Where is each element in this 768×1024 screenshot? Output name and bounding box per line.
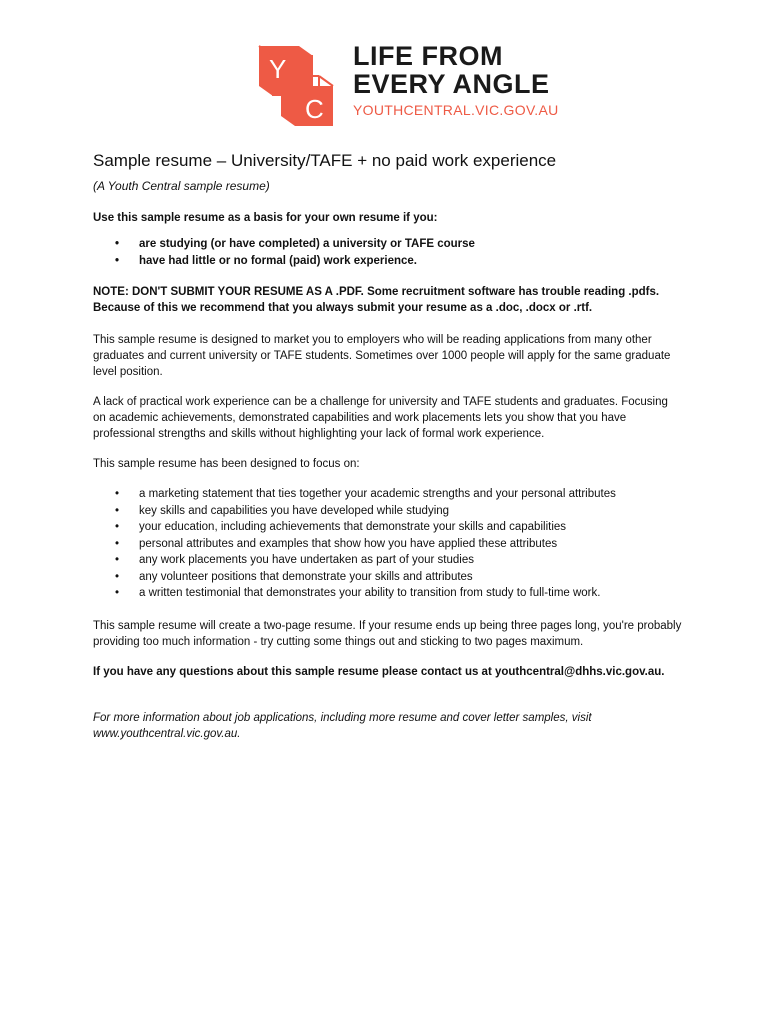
yc-cube-logo-icon [255, 42, 339, 130]
pdf-warning-note: NOTE: DON'T SUBMIT YOUR RESUME AS A .PDF. Some recruitment software has trouble reading .pdfs. Because of this we recommend that you always submit your resume as a .doc, .docx or .rtf. [93, 286, 660, 314]
bullet-icon: • [115, 504, 120, 517]
paragraph-market: This sample resume is designed to market you to employers who will be reading applications from many other graduates and current university or TAFE students. Sometimes over 1000 people will apply for the same graduate level position. [93, 334, 671, 378]
bullet-icon: • [115, 254, 120, 267]
bullet-icon: • [115, 570, 120, 583]
document-body [93, 150, 683, 742]
logo-tagline-line1: LIFE FROM [353, 41, 503, 71]
focus-bullet-list [93, 486, 683, 602]
paragraph-page-length: This sample resume will create a two-page resume. If your resume ends up being three pages long, you're probably providing too much information - try cutting some things out and sticking to two pages maximum. [93, 619, 682, 648]
list-item: • any volunteer positions that demonstrate your skills and attributes [93, 569, 683, 586]
list-item: • have had little or no formal (paid) work experience. [93, 253, 683, 270]
list-item: • a written testimonial that demonstrates your ability to transition from study to full-time work. [93, 585, 683, 602]
list-item: • a marketing statement that ties together your academic strengths and your personal attributes [93, 486, 683, 503]
intro-heading: Use this sample resume as a basis for your own resume if you: [93, 212, 438, 224]
document-title: Sample resume – University/TAFE + no paid work experience [93, 151, 557, 170]
list-item: • any work placements you have undertaken as part of your studies [93, 552, 683, 569]
bullet-icon: • [115, 521, 120, 533]
youth-central-logo [255, 41, 559, 132]
logo-url: YOUTHCENTRAL.VIC.GOV.AU [353, 102, 559, 118]
intro-bullet-list [93, 236, 683, 269]
list-item: • your education, including achievements that demonstrate your skills and capabilities [93, 519, 683, 536]
document-subtitle: (A Youth Central sample resume) [93, 179, 270, 193]
bullet-icon: • [115, 238, 120, 250]
bullet-icon: • [115, 587, 120, 599]
list-item: • are studying (or have completed) a university or TAFE course [93, 236, 683, 253]
bullet-icon: • [115, 488, 120, 500]
logo-tagline-line2: EVERY ANGLE [353, 69, 550, 99]
logo-letter-y: Y [269, 54, 287, 84]
bullet-icon: • [115, 537, 120, 550]
paragraph-focus-intro: This sample resume has been designed to focus on: [93, 458, 360, 470]
bullet-icon: • [115, 554, 120, 566]
footer-more-info: For more information about job applications, including more resume and cover letter samples, visit www.youthcentral.vic.gov.au. [93, 711, 592, 740]
paragraph-work-experience: A lack of practical work experience can be a challenge for university and TAFE students and graduates. Focusing on academic achievements, demonstrated capabilities and work placements lets you show that you have professional strengths and skills without highlighting your lack of formal work experience. [93, 396, 668, 440]
logo-letter-c: C [305, 94, 324, 124]
contact-line: If you have any questions about this sample resume please contact us at youthcentral@dhhs.vic.gov.au. [93, 665, 665, 678]
logo-text [353, 42, 559, 119]
list-item: • key skills and capabilities you have developed while studying [93, 503, 683, 520]
list-item: • personal attributes and examples that show how you have applied these attributes [93, 536, 683, 553]
